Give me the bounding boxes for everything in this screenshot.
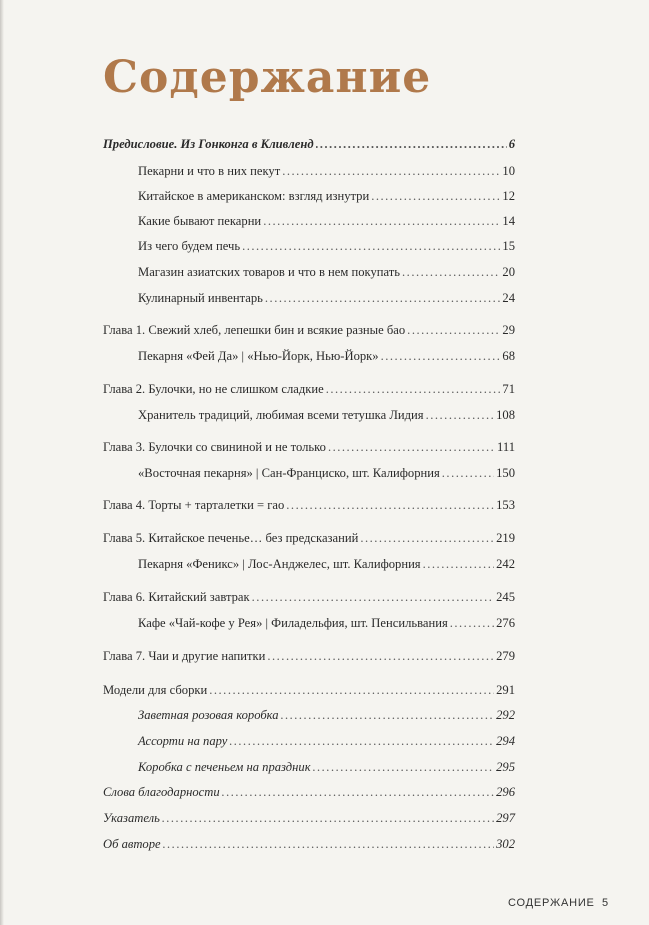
toc-entry-label: Модели для сборки (103, 683, 208, 697)
toc-entry-label: Пекарня «Фей Да» | «Нью-Йорк, Нью-Йорк» (138, 349, 379, 363)
toc-leader-dots (381, 347, 501, 365)
toc-entry-label: Коробка с печеньем на праздник (138, 760, 311, 774)
toc-section[interactable] (103, 809, 515, 827)
toc-entry[interactable] (138, 187, 515, 205)
toc-entry-label: Глава 4. Торты + тарталетки = гао (103, 498, 285, 512)
toc-leader-dots (442, 464, 494, 482)
toc-entry[interactable] (138, 263, 515, 281)
toc-chapter[interactable] (103, 496, 515, 514)
toc-chapter[interactable] (103, 380, 515, 398)
toc-entry-page: 111 (497, 440, 515, 454)
toc-entry-page: 219 (496, 531, 515, 545)
toc-entry-page: 276 (496, 616, 515, 630)
toc-entry-page: 15 (502, 239, 515, 253)
toc-entry-label: Глава 3. Булочки со свининой и не только (103, 440, 326, 454)
toc-entry-label: Китайское в американском: взгляд изнутри (138, 189, 370, 203)
toc-entry-label: Об авторе (103, 837, 161, 851)
toc-entry-preface[interactable] (103, 135, 515, 153)
toc-leader-dots (162, 809, 494, 827)
toc-leader-dots (423, 555, 495, 573)
toc-leader-dots (426, 406, 495, 424)
toc-leader-dots (313, 758, 495, 776)
toc-leader-dots (267, 647, 494, 665)
toc-entry-label: Кафе «Чай-кофе у Рея» | Филадельфия, шт. Пенсильвания (138, 616, 448, 630)
toc-entry-label: Указатель (103, 811, 160, 825)
toc-entry-page: 12 (502, 189, 515, 203)
toc-entry-page: 245 (496, 590, 515, 604)
toc-leader-dots (360, 529, 494, 547)
toc-entry-page: 6 (508, 137, 515, 151)
toc-entry-page: 68 (502, 349, 515, 363)
toc-entry-page: 153 (496, 498, 515, 512)
toc-chapter[interactable] (103, 321, 515, 339)
toc-chapter[interactable] (103, 529, 515, 547)
toc-entry-page: 24 (502, 291, 515, 305)
toc-leader-dots (209, 681, 494, 699)
toc-entry-page: 14 (502, 214, 515, 228)
toc-leader-dots (286, 496, 494, 514)
toc-entry[interactable] (138, 289, 515, 307)
toc-section[interactable] (103, 783, 515, 801)
toc-chapter[interactable] (103, 647, 515, 665)
toc-entry-label: Кулинарный инвентарь (138, 291, 263, 305)
toc-leader-dots (281, 706, 495, 724)
toc-entry[interactable] (138, 614, 515, 632)
toc-entry[interactable] (138, 758, 515, 776)
toc-entry-label: Хранитель традиций, любимая всеми тетушка Лидия (138, 408, 424, 422)
toc-leader-dots (328, 438, 495, 456)
toc-entry-page: 291 (496, 683, 515, 697)
toc-entry-label: Глава 6. Китайский завтрак (103, 590, 250, 604)
toc-leader-dots (326, 380, 501, 398)
toc-leader-dots (252, 588, 494, 606)
toc-entry-label: Из чего будем печь (138, 239, 241, 253)
toc-entry-page: 108 (496, 408, 515, 422)
toc-entry-page: 71 (502, 382, 515, 396)
toc-entry-label: Глава 7. Чаи и другие напитки (103, 649, 266, 663)
toc-entry-page: 150 (496, 466, 515, 480)
toc-entry-page: 295 (496, 760, 515, 774)
toc-entry-page: 296 (496, 785, 515, 799)
toc-entry[interactable] (138, 347, 515, 365)
toc-entry[interactable] (138, 406, 515, 424)
page-title: Содержание (103, 52, 432, 103)
toc-leader-dots (222, 783, 494, 801)
toc-entry[interactable] (138, 212, 515, 230)
toc-entry-label: Заветная розовая коробка (138, 708, 279, 722)
toc-chapter[interactable] (103, 438, 515, 456)
toc-entry[interactable] (138, 555, 515, 573)
toc-entry-label: Предисловие. Из Гонконга в Кливленд (103, 137, 314, 151)
toc-entry-page: 302 (496, 837, 515, 851)
toc-entry-label: Пекарни и что в них пекут (138, 164, 281, 178)
toc-leader-dots (282, 162, 500, 180)
toc-entry-label: Глава 5. Китайское печенье… без предсказаний (103, 531, 359, 545)
toc-leader-dots (263, 212, 500, 230)
toc-leader-dots (229, 732, 494, 750)
toc-leader-dots (316, 135, 507, 153)
toc-leader-dots (265, 289, 501, 307)
toc-entry[interactable] (138, 732, 515, 750)
toc-entry-label: Какие бывают пекарни (138, 214, 262, 228)
toc-entry[interactable] (138, 162, 515, 180)
toc-entry-page: 242 (496, 557, 515, 571)
toc-entry-label: Глава 1. Свежий хлеб, лепешки бин и всякие разные бао (103, 323, 406, 337)
toc-entry-label: Ассорти на пару (138, 734, 228, 748)
toc-entry[interactable] (138, 464, 515, 482)
toc-leader-dots (402, 263, 500, 281)
page-number: 5 (602, 897, 609, 909)
toc-entry-label: Пекарня «Феникс» | Лос-Анджелес, шт. Калифорния (138, 557, 421, 571)
toc-section[interactable] (103, 835, 515, 853)
toc-entry-page: 292 (496, 708, 515, 722)
toc-leader-dots (407, 321, 500, 339)
toc-leader-dots (242, 237, 500, 255)
toc-entry-page: 29 (502, 323, 515, 337)
toc-entry-label: Магазин азиатских товаров и что в нем покупать (138, 265, 401, 279)
toc-entry-page: 10 (502, 164, 515, 178)
toc-section[interactable] (103, 681, 515, 699)
toc-entry-label: «Восточная пекарня» | Сан-Франциско, шт. Калифорния (138, 466, 440, 480)
toc-entry-page: 279 (496, 649, 515, 663)
toc-entry[interactable] (138, 706, 515, 724)
toc-entry-page: 20 (502, 265, 515, 279)
toc-entry-label: Слова благодарности (103, 785, 220, 799)
running-footer-section: СОДЕРЖАНИЕ (508, 897, 595, 909)
toc-entry-page: 297 (496, 811, 515, 825)
toc-leader-dots (450, 614, 494, 632)
toc-entry[interactable] (138, 237, 515, 255)
toc-chapter[interactable] (103, 588, 515, 606)
toc-leader-dots (163, 835, 494, 853)
toc-entry-page: 294 (496, 734, 515, 748)
toc-entry-label: Глава 2. Булочки, но не слишком сладкие (103, 382, 324, 396)
toc-leader-dots (371, 187, 500, 205)
